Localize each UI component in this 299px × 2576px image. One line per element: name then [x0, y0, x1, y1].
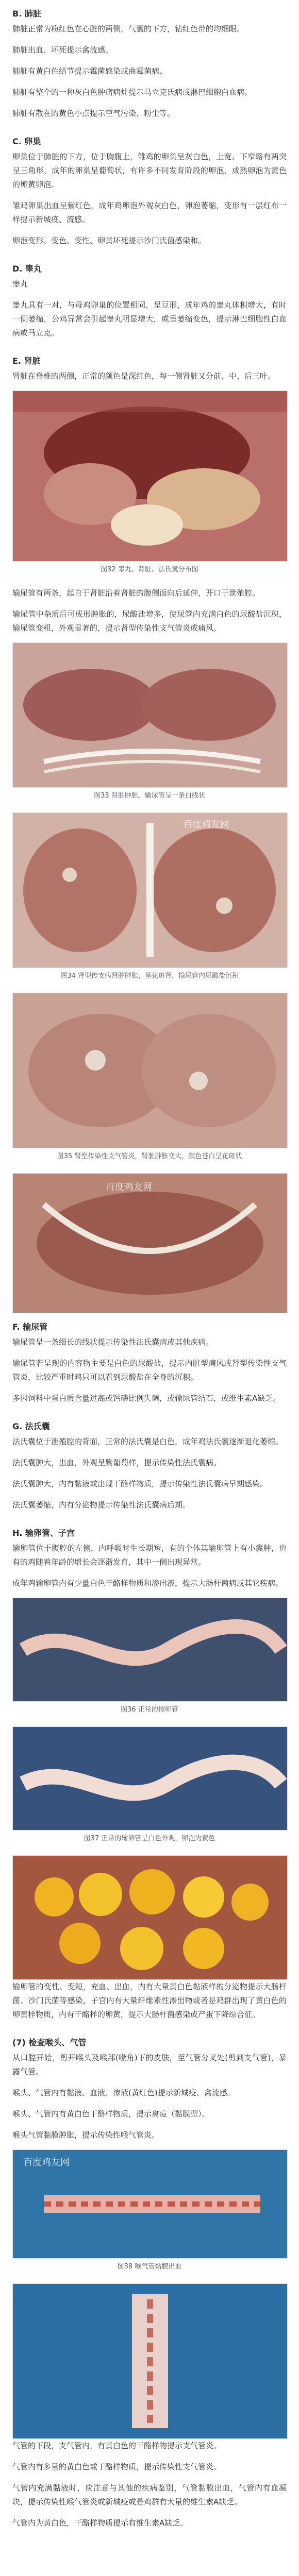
figure-caption: 图34 肾型传支病肾脏肿胀，呈花斑肾，输尿管内尿酸盐沉积	[60, 972, 239, 980]
paragraph: 多因饲料中蛋白质含量过高或钙磷比例失调，或输尿管结石，或维生素A缺乏。	[12, 1394, 281, 1403]
photo-fig32	[12, 391, 288, 562]
paragraph: 气管内充满黏液时，应注意与其他的疾病鉴别，气管黏膜出血，气管内有血凝块，提示传染性喉气管炎或新城疫或是鸡群有大量的维生素A缺乏。	[12, 2483, 287, 2506]
paragraph: 法氏囊萎缩，内有分泌物提示传染性法氏囊病后期。	[12, 1500, 191, 1510]
paragraph: 卵巢位于肺脏的下方，位于胸腹上，雏鸡的卵巢呈灰白色，上宽、下窄略有两突呈三角形，成年的卵巢呈葡萄状，有许多不同发育阶段的卵泡，成熟卵泡为黄色的卵黄卵泡。	[12, 152, 287, 189]
paragraph: 气管内为黄白色，干酪样物质提示有维生素A缺乏。	[12, 2518, 188, 2528]
paragraph: 喉头、气管内有黏液、血液、渗液(黄红色)提示新城疫、禽流感。	[12, 2088, 235, 2097]
paragraph: 肺脏有散在的黄色小点提示空气污染、粉尘等。	[12, 109, 175, 118]
paragraph: 输卵管的变性、变短，充血、出血，内有大量黄白色黏液样的分泌物提示大肠杆菌、沙门氏菌等感染，子宫内有大量纤维素性渗出物或者是鸡群出现了黄白色的卵黄样物质，内有干酪样的卵黄，提示大肠杆菌感染或产蛋下降综合征。	[12, 1982, 287, 2019]
photo-fig38	[12, 2149, 288, 2259]
figure-caption: 图37 正常的输卵管呈白色外观，卵泡为黄色	[84, 1835, 215, 1842]
figure-caption: 图38 喉气管黏膜出血	[117, 2263, 182, 2270]
watermark-text: 百度鸡友网	[183, 819, 229, 830]
photo-figure	[12, 1173, 288, 1313]
paragraph: 输尿管呈一条细长的线状提示传染性法氏囊病或其他疾病。	[12, 1337, 214, 1347]
paragraph: 肾脏在脊椎的两侧，正常的颜色是深红色，每一侧肾脏又分前、中、后三叶。	[12, 371, 276, 381]
paragraph: 法氏囊位于泄殖腔的背面，正常的法氏囊是白色，成年鸡法氏囊逐渐退化萎缩。	[12, 1437, 284, 1446]
section-title-throat-trachea: (7) 检查喉头、气管	[12, 2038, 87, 2047]
paragraph: 输尿管有两条，起自于肾脏沿着肾脏的腹侧面向后延伸，开口于泄殖腔。	[12, 588, 260, 598]
paragraph: 喉头、气管内有黄白色干酪样物质，提示禽痘（黏膜型）。	[12, 2109, 210, 2119]
paragraph: 气管的下段，支气管内，有黄白色的干酪样物提示支气管炎。	[12, 2441, 222, 2450]
paragraph: 从口腔开始，剪开喉头及喉部(喙角)下的皮肤，至气管分叉处(剪到支气管)，暴露气管。	[12, 2053, 287, 2076]
paragraph: 睾丸具有一对，与母鸡卵巢的位置相同，呈豆形，成年鸡的睾丸体积增大，有时一侧萎缩，公鸡异常会引起睾丸明显增大，或呈萎缩变色，提示淋巴细胞性白血病或马立克。	[12, 300, 287, 337]
section-title-kidney: E. 肾脏	[12, 356, 41, 366]
paragraph: 肺脏正常为粉红色在心脏的两侧，气囊的下方，钻红色带的均细眼。	[12, 24, 245, 33]
section-title-bursa: G. 法氏囊	[12, 1421, 50, 1431]
paragraph: 肺脏出血、坏死提示禽流感。	[12, 45, 113, 55]
section-title-ovary: C. 卵巢	[12, 137, 41, 146]
paragraph: 睾丸	[12, 279, 28, 289]
photo-egg-yolks	[12, 1855, 288, 1980]
figure-caption: 图33 肾脏肿胀、输尿管呈一条白线状	[94, 792, 205, 800]
photo-trachea	[12, 2283, 288, 2439]
photo-fig34	[12, 812, 288, 968]
paragraph: 输尿管中杂质后可成形肿胀的，尿酸盐增多，使尿管内充满白色的尿酸盐沉积，输尿管变粗，外观显著的，提示肾型传染性支气管炎或痛风。	[12, 609, 287, 633]
paragraph: 法氏囊肿大，内有黏液或出现干酪样物质，提示传染性法氏囊病早期感染。	[12, 1479, 268, 1488]
watermark-text: 百度鸡友网	[23, 2157, 70, 2168]
paragraph: 喉头气管黏膜肿胀，提示传染性喉气管炎。	[12, 2130, 160, 2140]
paragraph: 输卵管位于腹腔的左侧，内呼吸时生长期短，有的个体其输卵管上有小囊肿，也有的鸡随着年龄的增长会逐渐发育，其中一侧出现异常。	[12, 1544, 287, 1567]
paragraph: 雏鸡卵巢出血呈紫红色，成年鸡卵泡外观灰白色，卵泡萎缩，变形有一层红布一样提示新城疫、流感。	[12, 201, 287, 224]
section-title-ureter: F. 输尿管	[12, 1322, 48, 1332]
figure-caption: 图35 肾型传染性支气管炎，肾脏肿胀变大，颜色苍白呈花斑状	[57, 1153, 242, 1160]
photo-fig35	[12, 993, 288, 1148]
paragraph: 法氏囊肿大，出血，外观呈紫葡萄样，提示传染性法氏囊病。	[12, 1458, 222, 1467]
section-title-testis: D. 睾丸	[12, 264, 42, 274]
paragraph: 肺脏有黄白色结节提示霉菌感染或曲霉菌病。	[12, 66, 168, 76]
section-title-oviduct: H. 输卵管、子宫	[12, 1528, 75, 1538]
figure-caption: 图32 睾丸、肾脏、法氏囊分布图	[101, 566, 198, 573]
photo-fig36	[12, 1598, 288, 1702]
paragraph: 肺脏有整个的一种灰白色肿瘤病灶提示马立克氏病或淋巴细胞白血病。	[12, 88, 253, 97]
photo-fig33	[12, 642, 288, 788]
section-title-lung: B. 肺脏	[12, 9, 41, 19]
figure-caption: 图36 正常的输卵管	[121, 1706, 178, 1714]
paragraph: 气管内有多量的黄白色或干酪样物质，提示传染性支气管炎。	[12, 2462, 222, 2471]
paragraph: 成年鸡输卵管内有少量白色干酪样物质和渗出液，提示大肠杆菌病或其它疾病。	[12, 1579, 284, 1588]
watermark-text: 百度鸡友网	[106, 1182, 152, 1193]
paragraph: 输尿管若呈现的内容物主要是白色的尿酸盐，提示内脏型痛风或肾型传染性支气管炎，比较严重时鸡只可以看到尿酸盐在全身的沉积。	[12, 1359, 287, 1382]
photo-fig37	[12, 1726, 288, 1831]
paragraph: 卵泡变形、变色、变性、卵黄坏死提示沙门氏菌感染和。	[12, 236, 206, 245]
